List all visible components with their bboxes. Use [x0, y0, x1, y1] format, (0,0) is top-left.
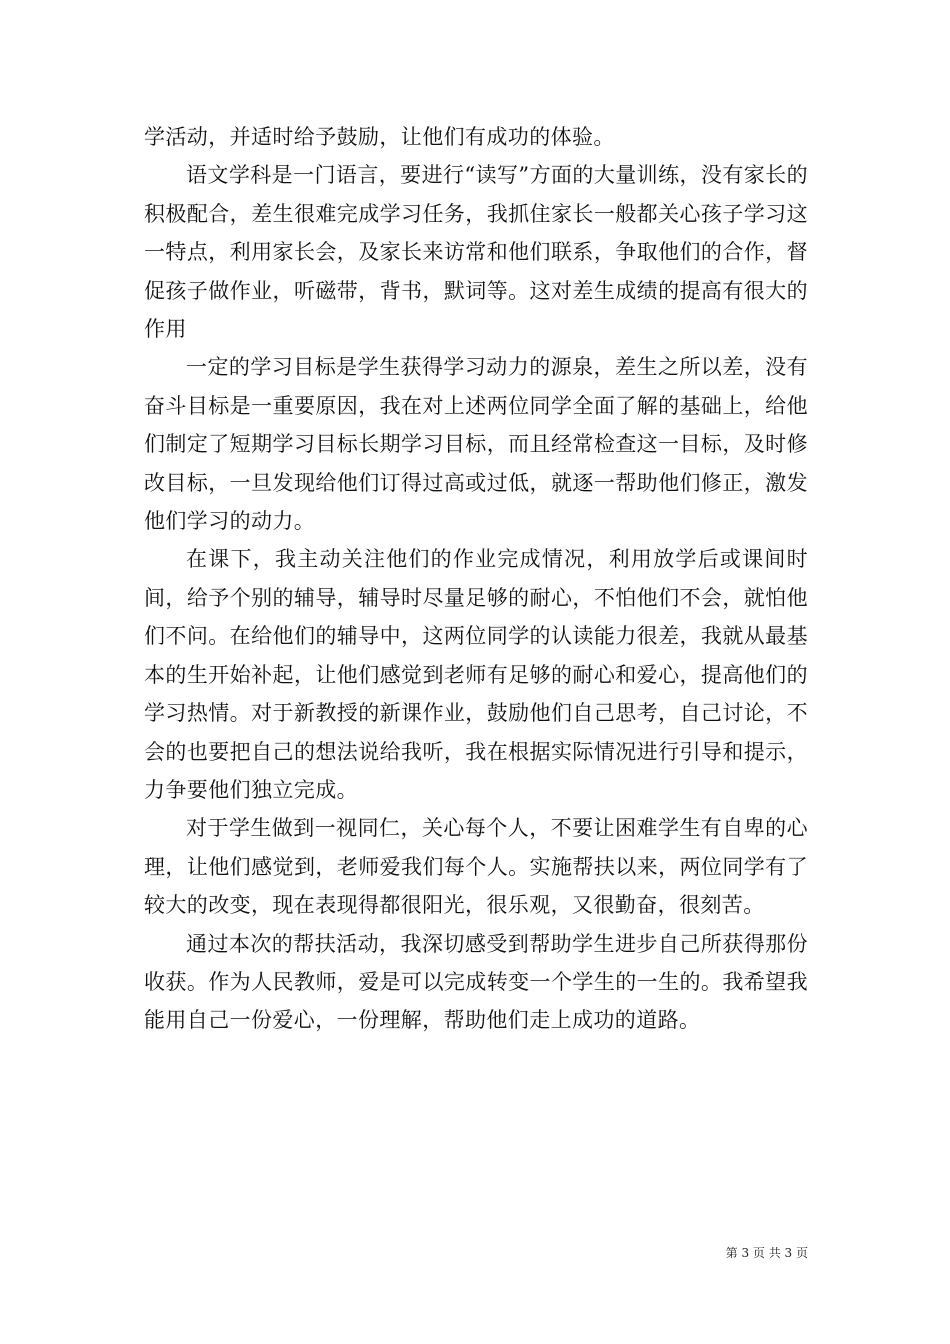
document-body — [144, 118, 808, 1040]
paragraph-1: 学活动，并适时给予鼓励，让他们有成功的体验。 — [144, 125, 615, 149]
paragraph-3: 一定的学习目标是学生获得学习动力的源泉，差生之所以差，没有奋斗目标是一重要原因，我在对上述两位同学全面了解的基础上，给他们制定了短期学习目标长期学习目标，而且经常检查这一目标，及时修改目标，一旦发现给他们订得过高或过低，就逐一帮助他们修正，激发他们学习的动力。 — [144, 355, 808, 534]
page-number-footer: 第 3 页 共 3 页 — [725, 1246, 808, 1260]
paragraph-5: 对于学生做到一视同仁，关心每个人，不要让困难学生有自卑的心理，让他们感觉到，老师爱我们每个人。实施帮扶以来，两位同学有了较大的改变，现在表现得都很阳光，很乐观，又很勤奋，很刻苦。 — [144, 816, 808, 918]
paragraph-2: 语文学科是一门语言，要进行“读写”方面的大量训练，没有家长的积极配合，差生很难完成学习任务，我抓住家长一般都关心孩子学习这一特点，利用家长会，及家长来访常和他们联系，争取他们的合作，督促孩子做作业，听磁带，背书，默词等。这对差生成绩的提高有很大的作用 — [144, 163, 808, 342]
paragraph-4: 在课下，我主动关注他们的作业完成情况，利用放学后或课间时间，给予个别的辅导，辅导时尽量足够的耐心，不怕他们不会，就怕他们不问。在给他们的辅导中，这两位同学的认读能力很差，我就从最基本的生开始补起，让他们感觉到老师有足够的耐心和爱心，提高他们的学习热情。对于新教授的新课作业，鼓励他们自己思考，自己讨论，不会的也要把自己的想法说给我听，我在根据实际情况进行引导和提示，力争要他们独立完成。 — [144, 547, 808, 802]
paragraph-6: 通过本次的帮扶活动，我深切感受到帮助学生进步自己所获得那份收获。作为人民教师，爱是可以完成转变一个学生的一生的。我希望我能用自己一份爱心，一份理解，帮助他们走上成功的道路。 — [144, 931, 808, 1033]
